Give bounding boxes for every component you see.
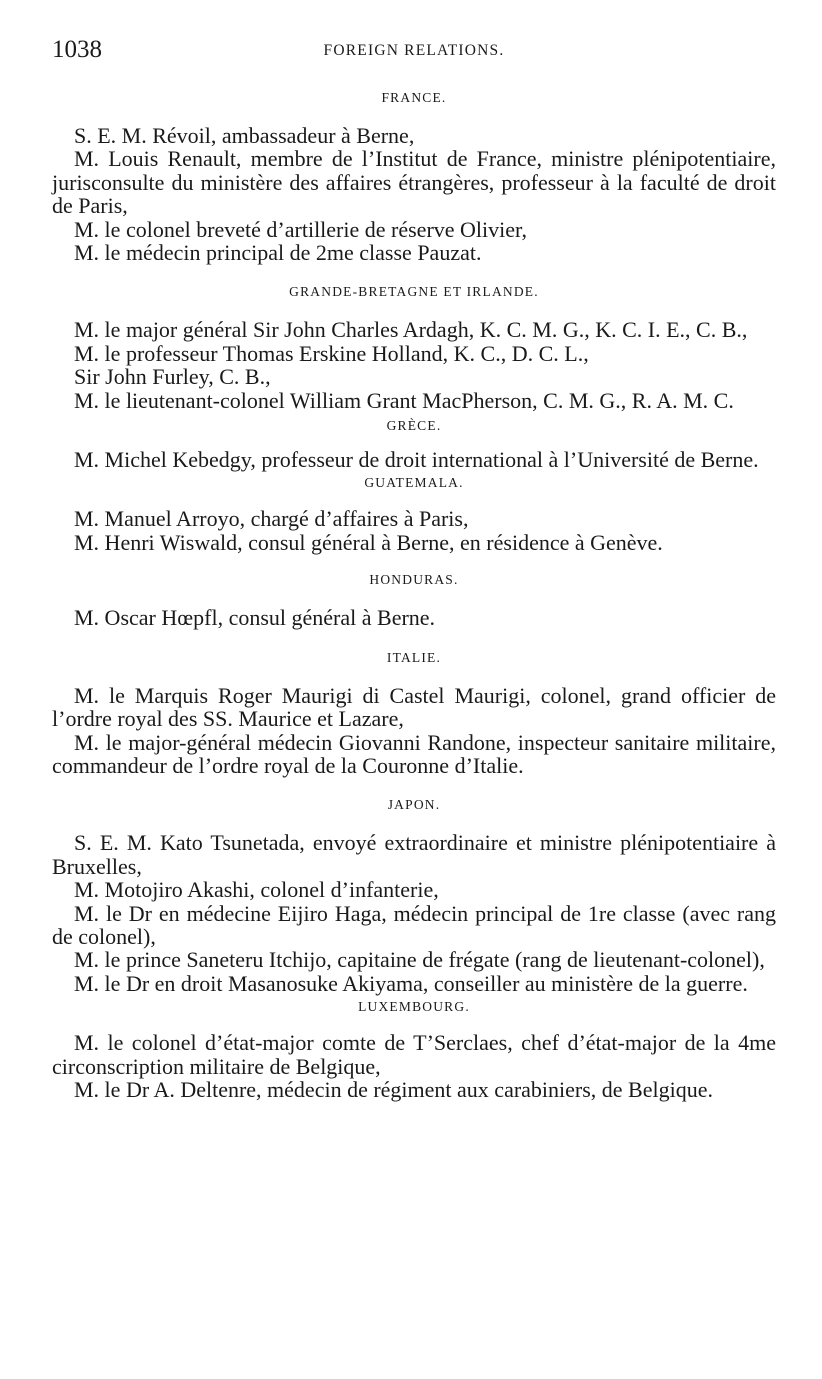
section-heading-france: FRANCE. — [381, 90, 447, 105]
section-heading-japan: JAPON. — [387, 797, 441, 813]
section-heading-guatemala: GUATEMALA. — [364, 475, 464, 491]
section-japan — [52, 831, 776, 995]
section-greece — [52, 448, 776, 471]
section-great-britain — [52, 318, 776, 412]
list-item: M. le médecin principal de 2me classe Pauzat. — [74, 240, 482, 266]
document-body — [52, 88, 776, 1101]
section-italy — [52, 684, 776, 778]
list-item: M. Louis Renault, membre de l’Institut de France, ministre plénipotentiaire, jurisconsulte du ministère des affaires étrangères, professeur à la faculté de droit de Paris, — [52, 146, 776, 219]
section-guatemala — [52, 507, 776, 554]
list-item: M. le Dr A. Deltenre, médecin de régiment aux carabiniers, de Belgique. — [74, 1076, 713, 1102]
section-heading-great-britain: GRANDE-BRETAGNE ET IRLANDE. — [289, 284, 539, 300]
list-item: M. le Dr en médecine Eijiro Haga, médecin principal de 1re classe (avec rang de colonel), — [52, 900, 776, 949]
section-heading-luxembourg: LUXEMBOURG. — [358, 999, 470, 1015]
page-header — [52, 36, 776, 68]
list-item: M. Motojiro Akashi, colonel d’infanterie, — [74, 877, 439, 903]
list-item: M. Michel Kebedgy, professeur de droit international à l’Université de Berne. — [74, 447, 759, 473]
list-item: S. E. M. Kato Tsunetada, envoyé extraordinaire et ministre plénipotentiaire à Bruxelles, — [52, 830, 776, 879]
section-heading-honduras: HONDURAS. — [369, 572, 459, 588]
section-honduras — [52, 606, 776, 629]
page-number: 1038 — [52, 36, 102, 63]
running-title: FOREIGN RELATIONS. — [323, 42, 505, 59]
list-item: M. le lieutenant-colonel William Grant MacPherson, C. M. G., R. A. M. C. — [74, 387, 734, 413]
list-item: M. le colonel d’état-major comte de T’Serclaes, chef d’état-major de la 4me circonscription militaire de Belgique, — [52, 1030, 776, 1079]
section-france — [52, 124, 776, 264]
section-luxembourg — [52, 1031, 776, 1101]
list-item: M. Henri Wiswald, consul général à Berne, en résidence à Genève. — [74, 529, 663, 555]
list-item: M. le colonel breveté d’artillerie de réserve Olivier, — [74, 216, 527, 242]
list-item: M. Oscar Hœpfl, consul général à Berne. — [74, 605, 436, 631]
list-item: M. le major général Sir John Charles Ardagh, K. C. M. G., K. C. I. E., C. B., — [74, 317, 748, 343]
section-heading-greece: GRÈCE. — [386, 418, 442, 434]
list-item: M. le Dr en droit Masanosuke Akiyama, conseiller au ministère de la guerre. — [74, 970, 748, 996]
list-item: S. E. M. Révoil, ambassadeur à Berne, — [74, 123, 415, 148]
list-item: M. le major-général médecin Giovanni Randone, inspecteur sanitaire militaire, commandeur de l’ordre royal de la Couronne d’Italie. — [52, 729, 776, 778]
section-heading-italy: ITALIE. — [386, 649, 442, 665]
list-item: M. le prince Saneteru Itchijo, capitaine de frégate (rang de lieutenant-colonel), — [74, 947, 765, 973]
list-item: M. Manuel Arroyo, chargé d’affaires à Paris, — [74, 506, 469, 532]
list-item: Sir John Furley, C. B., — [74, 364, 271, 390]
list-item: M. le Marquis Roger Maurigi di Castel Maurigi, colonel, grand officier de l’ordre royal des SS. Maurice et Lazare, — [52, 682, 776, 732]
list-item: M. le professeur Thomas Erskine Holland, K. C., D. C. L., — [74, 340, 589, 366]
